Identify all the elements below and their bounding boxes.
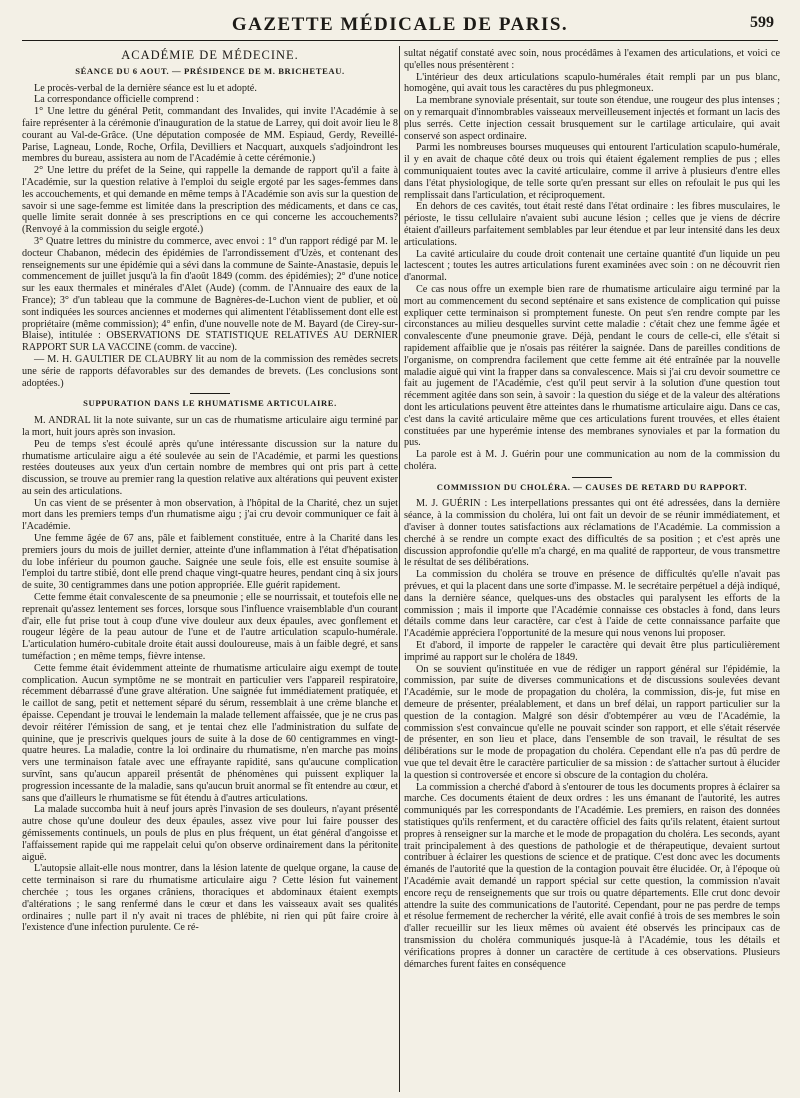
separator [572, 477, 612, 478]
paragraph: La commission a cherché d'abord à s'entourer de tous les documents propres à éclairer sa marche. Ces documents étaient de deux ordres : les uns émanant de l'autorité, les autres communiqués par les correspondants de l'Académie. Les premiers, en raison des données statistiques qu'ils renferment, et du caractère officiel des faits qu'ils relatent, étaient surtout propres à renseigner sur la marche et le mode de propagation du choléra. Les seconds, ayant trait principalement à des questions de pathologie et de thérapeutique, devaient surtout contribuer à éclairer les questions de science et de pratique. C'est donc avec les documents émanés de l'autorité que la question de la contagion pouvait être élucidée. Or, à l'époque où l'Académie avait demandé un rapport spécial sur cette question, la commission n'avait encore reçu de renseignements que sur trois ou quatre départements. Elle crut donc devoir attendre la suite des communications de l'autorité. Cependant, pour ne pas perdre de temps et résolue fermement de rechercher la vérité, elle avait confié à trois de ses membres le soin d'aller recueillir sur les lieux mêmes où avaient été observés les principaux cas de transmission du choléra communiqués jusque-là à l'Académie, tous les détails et vérifications propres à donner un caractère de certitude à ces observations. Plusieurs démarches furent faites en conséquence [404, 781, 780, 970]
paragraph: Une femme âgée de 67 ans, pâle et faiblement constituée, entre à la Charité dans les premiers jours du mois de juillet dernier, atteinte d'une inflammation à l'état d'hépatisation du lobe inférieur du poumon gauche. Saignée une seule fois, elle est ensuite soumise à l'emploi du tartre stibié, dont elle prend chaque vingt-quatre heures, pendant cinq à six jours de suite, 30 centigrammes dans une potion appropriée. Elle guérit rapidement. [22, 533, 398, 592]
header-rule [22, 40, 778, 41]
column-divider [399, 46, 400, 1092]
paragraph: sultat négatif constaté avec soin, nous procédâmes à l'examen des articulations, et voici ce qu'elles nous présentèrent : [404, 48, 780, 71]
paragraph: Ce cas nous offre un exemple bien rare de rhumatisme articulaire aigu terminé par la mort au commencement du second septénaire et sans existence de complication qui puisse expliquer cette terminaison si promptement funeste. On peut s'en rendre compte par les circonstances au milieu desquelles survint cette maladie : c'était chez une femme âgée et convalescente d'une pneumonie grave. Déjà, pendant le cours de celle-ci, elle s'était si rapidement affaiblie que je n'osais pas réitérer la saignée. Dans de pareilles conditions de l'organisme, on comprendra facilement que cette femme ait été entraînée par la nouvelle maladie aiguë qui vint la frapper dans sa convalescence. Mais si j'ai cru devoir soumettre ce fait au jugement de l'Académie, c'est qu'il peut servir à la solution d'une question tout récemment agitée dans son sein, à savoir : la question du siége et de la valeur des altérations dont les articulations peuvent être atteintes dans le rhumatisme articulaire aigu. Dans ce cas, c'est dans la cavité articulaire même que ces articulations furent trouvées, et elles étaient constituées par une hyperémie intense des membranes synoviales et par la formation du pus. [404, 283, 780, 449]
page-header [22, 12, 778, 42]
andral-note-continued [404, 48, 780, 473]
paragraph: L'autopsie allait-elle nous montrer, dans la lésion latente de quelque organe, la cause de cette terminaison si rare du rhumatisme articulaire aigu ? Cette lésion fut vainement cherchée ; tous les organes crâniens, thoraciques et abdominaux étaient exempts d'altérations ; le sang renfermé dans le cœur et dans les vaisseaux avait ses qualités ordinaires ; nulle part il n'y avait ni traces de phlébite, ni rien qui pût faire croire à l'existence d'une infection purulente. Ce ré- [22, 863, 398, 934]
paragraph: 1° Une lettre du général Petit, commandant des Invalides, qui invite l'Académie à se faire représenter à la cérémonie d'inauguration de la statue de Larrey, qui doit avoir lieu le 8 courant au Val-de-Grâce. (Une députation composée de MM. Espiaud, Gerdy, Reveillé-Parise, Lagneau, Londe, Roche, Orfila, Devilliers et Nacquart, auxquels s'adjoindront les membres du bureau, assistera au nom de l'Académie à cette cérémonie.) [22, 106, 398, 165]
paragraph: — M. H. GAULTIER DE CLAUBRY lit au nom de la commission des remèdes secrets une série de rapports défavorables sur des demandes de brevets. (Les conclusions sont adoptées.) [22, 353, 398, 389]
page-number: 599 [750, 14, 774, 31]
paragraph: Parmi les nombreuses bourses muqueuses qui entourent l'articulation scapulo-humérale, il y en avait de chaque côté deux ou trois qui étaient également remplies de pus ; elles communiquaient toutes avec la cavité articulaire, comme il arrive à plusieurs d'entre elles dans l'état physiologique, de telle sorte qu'en pressant sur elles on refoulait le pus qui les remplissait dans l'articulation, et réciproquement. [404, 142, 780, 201]
andral-note [22, 415, 398, 934]
paragraph: Cette femme était évidemment atteinte de rhumatisme articulaire aigu exempt de toute complication. Aucun symptôme ne se montrait en particulier vers l'appareil respiratoire, récemment débarrassé d'une grave altération. Une saignée fut immédiatement pratiquée, et le caillot de sang, petit et nettement séparé du sérum, ressemblait à une crème blanche et épaisse. Cependant je trouvai le lendemain la malade tellement affaissée, que je ne crus pas devoir réitérer l'émission de sang, et je tentai chez elle l'administration du sulfate de quinine, que je prescrivis quelques jours de suite à la dose de 60 centigrammes en vingt-quatre heures. La maladie, contre la loi ordinaire du rhumatisme, n'en marche pas moins vers une terminaison fatale avec une effrayante rapidité, sans qu'aucune complication survînt, sans qu'aucun appareil présentât de phénomènes qui puissent expliquer la progression incessante de la maladie, sans qu'aucun bruit anormal se fît entendre au cœur, et sans que d'ailleurs le rhumatisme se fût étendu à d'autres articulations. [22, 662, 398, 804]
paragraph: Un cas vient de se présenter à mon observation, à l'hôpital de la Charité, chez un sujet mort dans les premiers temps d'un rhumatisme aigu ; j'ai cru devoir communiquer ce fait à l'Académie. [22, 497, 398, 533]
paragraph: La correspondance officielle comprend : [34, 94, 199, 106]
right-column [404, 48, 780, 1092]
paragraph: L'intérieur des deux articulations scapulo-humérales était rempli par un pus blanc, homogène, qui avait tous les caractères du pus phlegmoneux. [404, 71, 780, 95]
paragraph: La malade succomba huit à neuf jours après l'invasion de ses douleurs, n'ayant présenté autre chose qu'une douleur des deux épaules, assez vive pour lui faire pousser des gémissements continuels, un pouls de plus en plus fréquent, un état général d'angoisse et l'affaissement rapide qui me rappelait celui qu'on observe ordinairement dans la péritonite aiguë. [22, 804, 398, 863]
paragraph: La commission du choléra se trouve en présence de difficultés qu'elle n'avait pas prévues, et qui la placent dans une sorte d'impasse. M. le secrétaire perpétuel a déjà indiqué, dans la dernière séance, quelques-uns des obstacles qui paralysent les efforts de la commission ; mais il importe que l'Académie connaisse ces obstacles à fond, dans leurs détails comme dans leur caractère, car c'est à l'aide de cette connaissance parfaite que l'Académie appréciera l'opportunité de la mesure qui nous venons lui proposer. [404, 569, 780, 640]
paragraph: Peu de temps s'est écoulé après qu'une intéressante discussion sur la nature du rhumatisme articulaire aigu a été soulevée au sein de l'Académie, et parmi les questions restées douteuses aux yeux d'un certain nombre de membres qui ont pris part à cette discussion, se trouve au premier rang la question relative aux altérations qui peuvent exister au sein des articulations. [22, 438, 398, 497]
cholera-commission-text [404, 498, 780, 970]
session-heading: SÉANCE DU 6 AOUT. — PRÉSIDENCE DE M. BRICHETEAU. [75, 65, 345, 76]
paragraph: La cavité articulaire du coude droit contenait une certaine quantité d'un liquide un peu lactescent ; toutes les autres articulations furent examinées avec soin : on ne découvrit rien d'anormal. [404, 248, 780, 284]
left-column [22, 48, 398, 1092]
paragraph: M. J. GUÉRIN : Les interpellations pressantes qui ont été adressées, dans la dernière séance, à la commission du choléra, lui ont fait un devoir de se réunir immédiatement, et d'aviser à donner toutes satisfactions aux réclamations de l'Académie. La commission a cherché à se rendre un compte exact des difficultés de sa position ; et c'est après une discussion approfondie qu'elle m'a chargé, en ma qualité de rapporteur, de vous transmettre le résultat de ses délibérations. [404, 498, 780, 569]
paragraph: Et d'abord, il importe de rappeler le caractère qui devait être plus particulièrement imprimé au rapport sur le choléra de 1849. [404, 640, 780, 663]
session-body [22, 83, 398, 390]
section-title: ACADÉMIE DE MÉDECINE. [121, 48, 299, 62]
paragraph: En dehors de ces cavités, tout était resté dans l'état ordinaire : les fibres musculaires, le périoste, le tissu cellulaire n'avaient subi aucune lésion ; celles que je viens de décrire étaient d'ailleurs parfaitement semblables par leur étendue et par leur intensité dans les deux articulations. [404, 201, 780, 248]
paragraph: Le procès-verbal de la dernière séance est lu et adopté. [34, 82, 257, 94]
paragraph: 3° Quatre lettres du ministre du commerce, avec envoi : 1° d'un rapport rédigé par M. le docteur Chabanon, médecin des épidémies de l'arrondissement d'Uzès, et contenant des renseignements sur une épidémie qui a sévi dans la commune de Sainte-Anastasie, depuis le commencement de juillet jusqu'à la fin d'août 1849 (comm. des épidémies); 2° d'une notice sur les eaux thermales et minérales d'Alet (Aude) (comm. de l'Annuaire des eaux de la France); 3° d'un tableau que la commune de Bagnères-de-Luchon vient de publier, et où sont indiquées les sources anciennes et modernes qui alimentent l'établissement dont elle est propriétaire (même commission); 4° enfin, d'une nouvelle note de M. Bayard (de Cirey-sur-Blaise), intitulée : OBSERVATIONS DE STATISTIQUE RELATIVES AU DERNIER RAPPORT SUR LA VACCINE (comm. de vaccine). [22, 235, 398, 354]
paragraph: 2° Une lettre du préfet de la Seine, qui rappelle la demande de rapport qu'il a faite à l'Académie, sur la question relative à l'emploi du seigle ergoté par les sages-femmes dans les accouchements, et qui demande en même temps à l'Académie son avis sur la question de savoir si une sage-femme est limitée dans la prescription des médicaments, et dans ce cas, quelle limite serait donnée à ses prescriptions en ce qui concerne les accouchements? (Renvoyé à la commission du seigle ergoté.) [22, 165, 398, 236]
paragraph: La parole est à M. J. Guérin pour une communication au nom de la commission du choléra. [404, 449, 780, 472]
paragraph: M. ANDRAL lit la note suivante, sur un cas de rhumatisme articulaire aigu terminé par la mort, huit jours après son invasion. [22, 415, 398, 438]
paragraph: On se souvient qu'instituée en vue de rédiger un rapport général sur l'épidémie, la commission, par suite de diverses communications et de discussions soulevées devant l'Académie, sur le mode de propagation du choléra, la commission, dis-je, fut mise en demeure de présenter, préalablement, et dans un bref délai, un rapport particulier sur la question de la contagion. Malgré son désir d'obtempérer au vœu de l'Académie, la commission s'est convaincue qu'elle ne pouvait scinder son rapport, et elle s'était réservée de présenter, en son lieu et place, dans l'ensemble de son travail, le résultat de ses délibérations sur le mode de propagation du choléra. Cependant elle n'a pas dû perdre de vue que tel devait être le caractère particulier de sa mission : de s'attacher surtout à élucider la question si controversée et encore si obscure de la contagion du choléra. [404, 663, 780, 781]
separator [190, 393, 230, 394]
subsection-title-suppuration: SUPPURATION DANS LE RHUMATISME ARTICULAIRE. [83, 398, 337, 409]
journal-title: GAZETTE MÉDICALE DE PARIS. [231, 14, 569, 35]
paragraph: La membrane synoviale présentait, sur toute son étendue, une rougeur des plus intenses ; on y remarquait d'innombrables vaisseaux merveilleusement injectés et formant un lacis des plus serrés. Cette injection cessait brusquement sur le cartilage articulaire, qui avait conservé son aspect ordinaire. [404, 95, 780, 142]
paragraph: Cette femme était convalescente de sa pneumonie ; elle se nourrissait, et toutefois elle ne reprenait qu'assez lentement ses forces, lorsque sous l'influence vraisemblable d'un courant d'air, elle fut prise tout à coup d'une vive douleur aux deux épaules, avec gonflement et rougeur légère de la peau autour de l'une et de l'autre articulation scapulo-humérale. L'articulation huméro-cubitale droite était aussi douloureuse, mais à un faible degré, et sans tuméfaction ; en même temps, fièvre intense. [22, 592, 398, 663]
subsection-title-cholera: COMMISSION DU CHOLÉRA. — CAUSES DE RETARD DU RAPPORT. [436, 481, 748, 492]
